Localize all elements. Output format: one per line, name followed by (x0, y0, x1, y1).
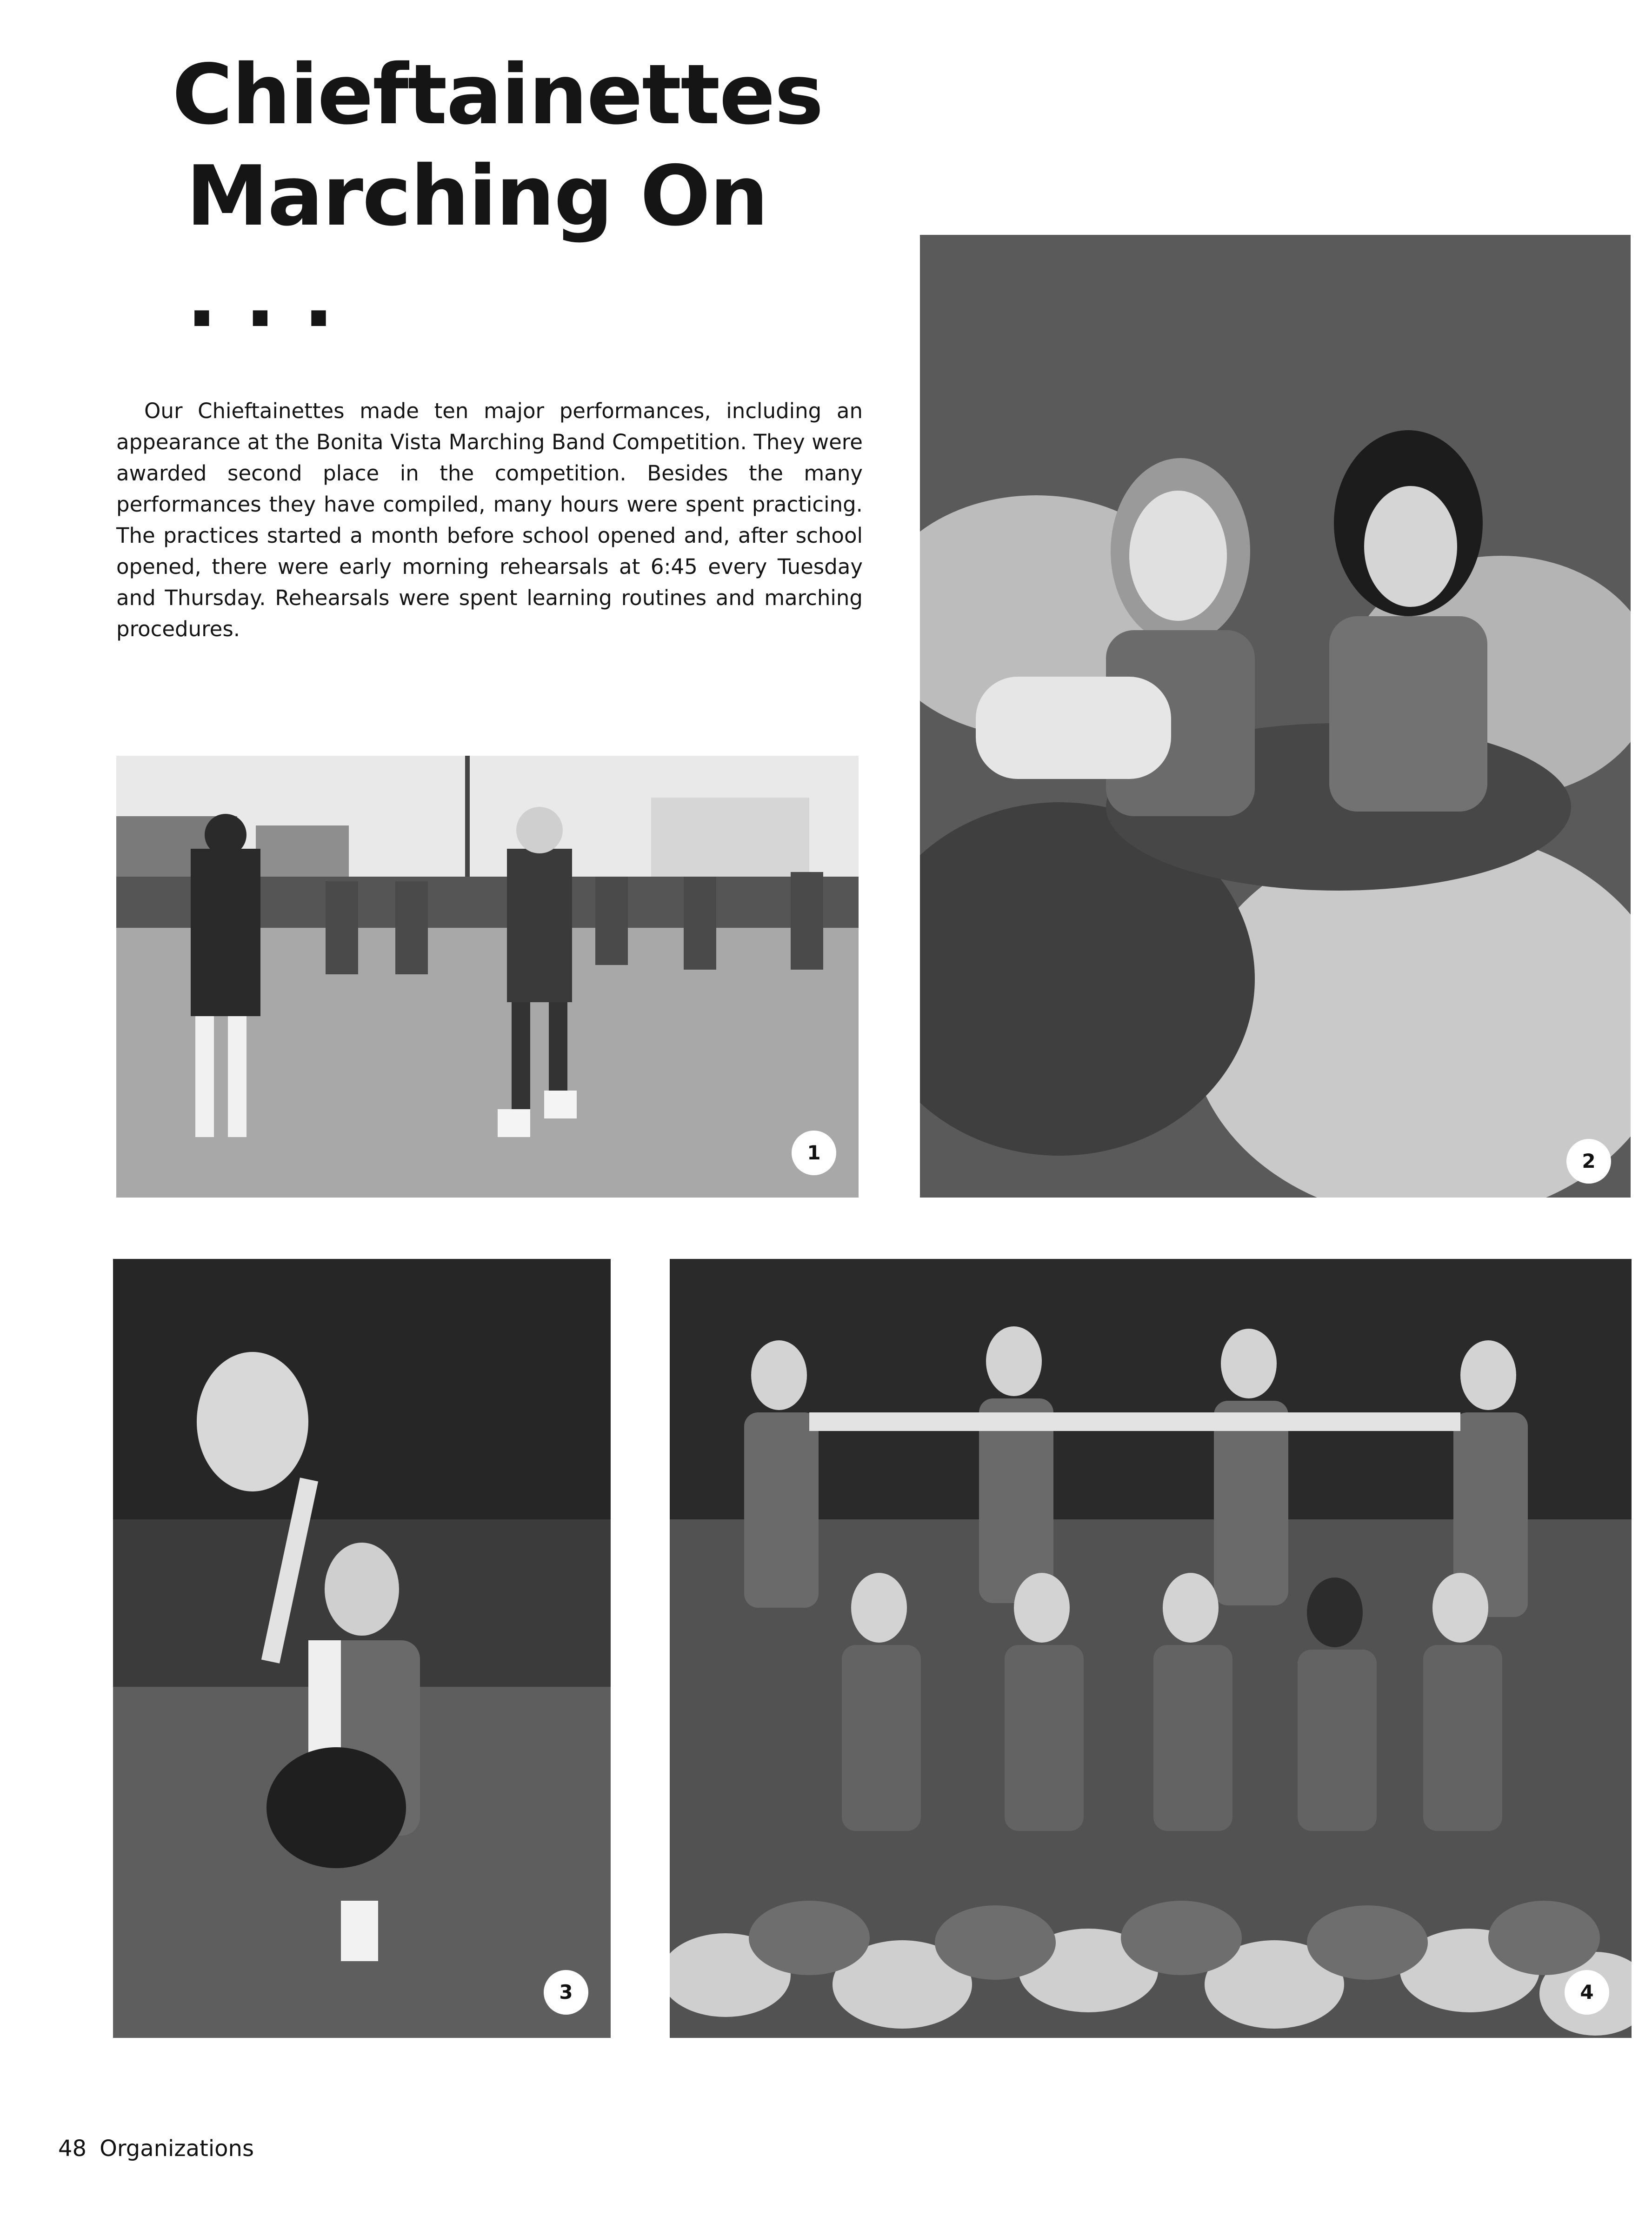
page-number: 48 (58, 2136, 87, 2162)
photo-number-badge: 3 (544, 1970, 588, 2015)
title-line-1: Chieftainettes (172, 47, 823, 143)
photo-number-badge: 4 (1565, 1970, 1609, 2015)
photo-kneeling-girl (113, 1259, 611, 2038)
kneeling-girl-image (113, 1259, 611, 2038)
page-footer (58, 2135, 254, 2163)
parade-scene-image (116, 756, 859, 1198)
group-image (670, 1259, 1632, 2038)
page-title (172, 44, 823, 348)
section-name: Organizations (100, 2136, 254, 2162)
article-paragraph: Our Chieftainettes made ten major performances, including an appearance at the Bonita Vista Marching Band Competition. They were awarded second place in the competition. Besides the many performances they have compiled, many hours were spent practicing. The practices started a month before school opened and, after school opened, there were early morning rehearsals at 6:45 every Tuesday and Thursday. Rehearsals were spent learning routines and marching procedures. (116, 399, 863, 641)
photo-number-badge: 1 (792, 1131, 836, 1175)
photo-number-badge: 2 (1566, 1139, 1611, 1184)
title-line-2: Marching On . . . (186, 148, 768, 346)
photo-group (670, 1259, 1632, 2038)
photo-pompoms-portrait (920, 235, 1631, 1198)
photo-parade (116, 756, 859, 1198)
pompoms-portrait-image (920, 235, 1631, 1198)
